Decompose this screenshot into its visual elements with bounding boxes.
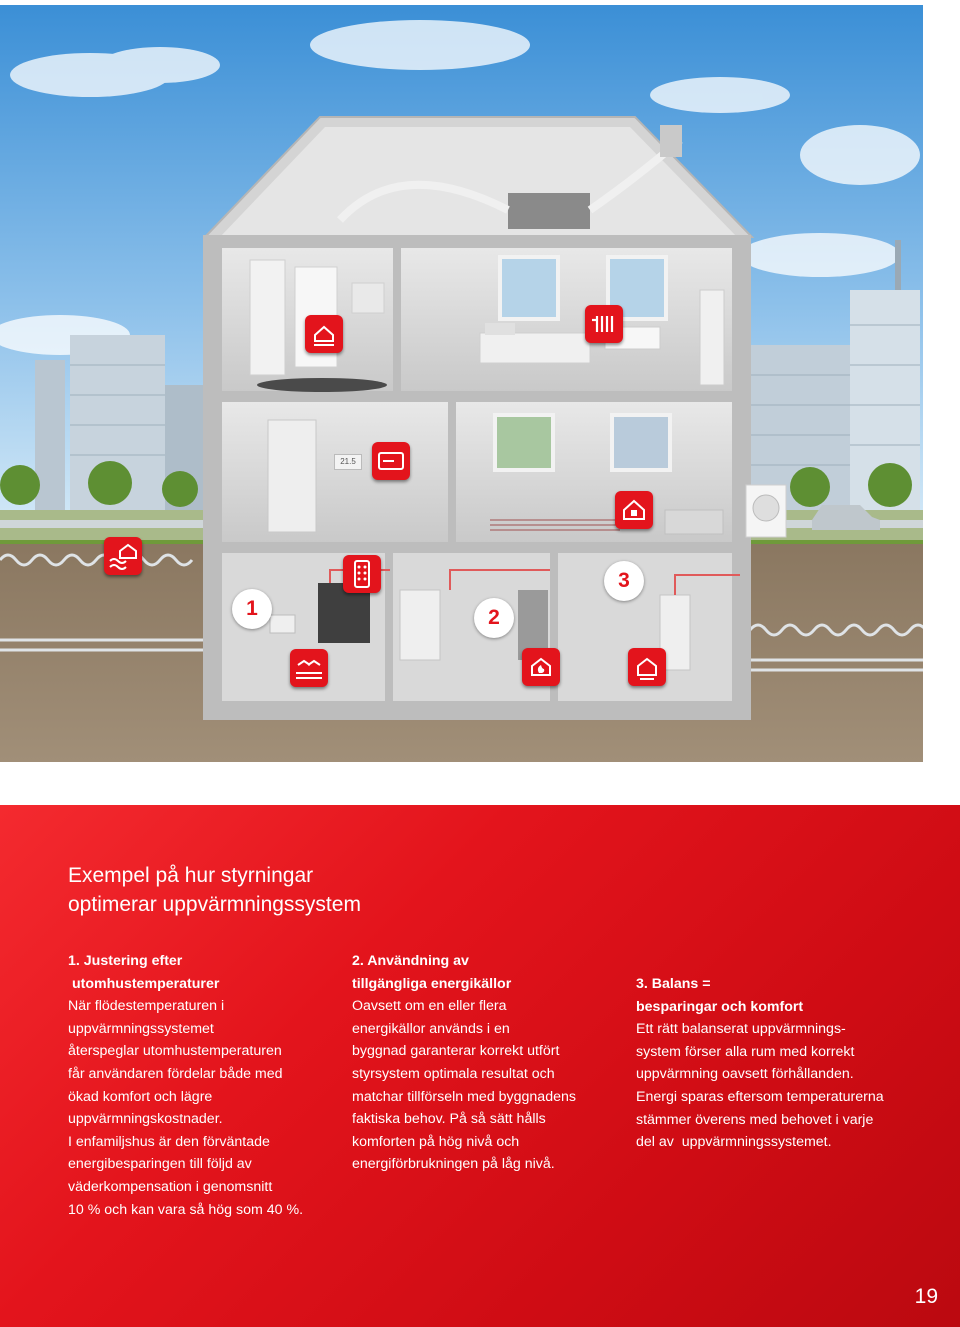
column-1-line: uppvärmningssystemet	[68, 1020, 214, 1037]
column-2-line: styrsystem optimala resultat och	[352, 1065, 555, 1082]
house-cutaway-graphic	[0, 5, 923, 762]
column-1-line: energibesparingen till följd av	[68, 1156, 252, 1173]
column-3-line: Ett rätt balanserat uppvärmnings-	[636, 1021, 846, 1038]
control-unit-icon	[343, 555, 381, 593]
column-1	[68, 950, 333, 1221]
ground-source-icon	[104, 537, 142, 575]
column-1-line: När flödestemperaturen i	[68, 998, 225, 1015]
column-1-line: uppvärmningskostnader.	[68, 1111, 223, 1128]
column-2-line: komforten på hög nivå och	[352, 1133, 520, 1150]
thermostat-readout: 21.5	[334, 454, 362, 470]
column-2-line: byggnad garanterar korrekt utfört	[352, 1043, 560, 1060]
column-3-heading-2: besparingar och komfort	[636, 998, 804, 1015]
column-2-heading-2: tillgängliga energikällor	[352, 975, 512, 992]
column-2	[352, 950, 614, 1176]
column-2-line: Oavsett om en eller flera	[352, 998, 507, 1015]
marker-3: 3	[604, 561, 644, 601]
column-3-line: stämmer överens med behovet i varje	[636, 1111, 874, 1128]
column-3-heading-1: 3. Balans =	[636, 976, 711, 992]
radiator-icon	[585, 305, 623, 343]
column-1-heading-2: utomhustemperaturer	[68, 975, 220, 992]
thermostat-icon	[372, 442, 410, 480]
column-1-line: väderkompensation i genomsnitt	[68, 1178, 273, 1195]
marker-2: 2	[474, 598, 514, 638]
column-1-line: får användaren fördelar både med	[68, 1065, 283, 1082]
room-heating-icon	[615, 491, 653, 529]
column-1-line: 10 % och kan vara så hög som 40 %.	[68, 1201, 304, 1218]
column-3-line: del av uppvärmningssystemet.	[636, 1134, 832, 1151]
panel-title-line1: Exempel på hur styrningar	[68, 864, 314, 887]
column-3-line: uppvärmning oavsett förhållanden.	[636, 1066, 854, 1083]
column-1-heading-1: 1. Justering efter	[68, 953, 183, 969]
page-number: 19	[914, 1285, 938, 1308]
column-3	[636, 973, 906, 1154]
underfloor-heating-icon	[305, 315, 343, 353]
column-3-line: system förser alla rum med korrekt	[636, 1043, 855, 1060]
column-2-line: faktiska behov. På så sätt hålls	[352, 1111, 546, 1128]
panel-title-line2: optimerar uppvärmningssystem	[68, 893, 361, 916]
column-1-line: ökad komfort och lägre	[68, 1088, 213, 1105]
column-2-line: energiförbrukningen på låg nivå.	[352, 1156, 555, 1173]
info-panel	[0, 805, 960, 1327]
column-1-line: I enfamiljshus är den förväntade	[68, 1133, 270, 1150]
column-2-heading-1: 2. Användning av	[352, 953, 469, 969]
boiler-icon	[522, 648, 560, 686]
panel-title	[68, 861, 468, 919]
marker-1: 1	[232, 589, 272, 629]
column-2-line: energikällor används i en	[352, 1020, 510, 1037]
column-3-line: Energi sparas eftersom temperaturerna	[636, 1088, 884, 1105]
house-illustration	[0, 5, 923, 762]
column-1-line: återspeglar utomhustemperaturen	[68, 1043, 282, 1060]
heat-pump-icon	[628, 648, 666, 686]
water-heater-icon	[290, 649, 328, 687]
column-2-line: matchar tillförseln med byggnadens	[352, 1088, 576, 1105]
